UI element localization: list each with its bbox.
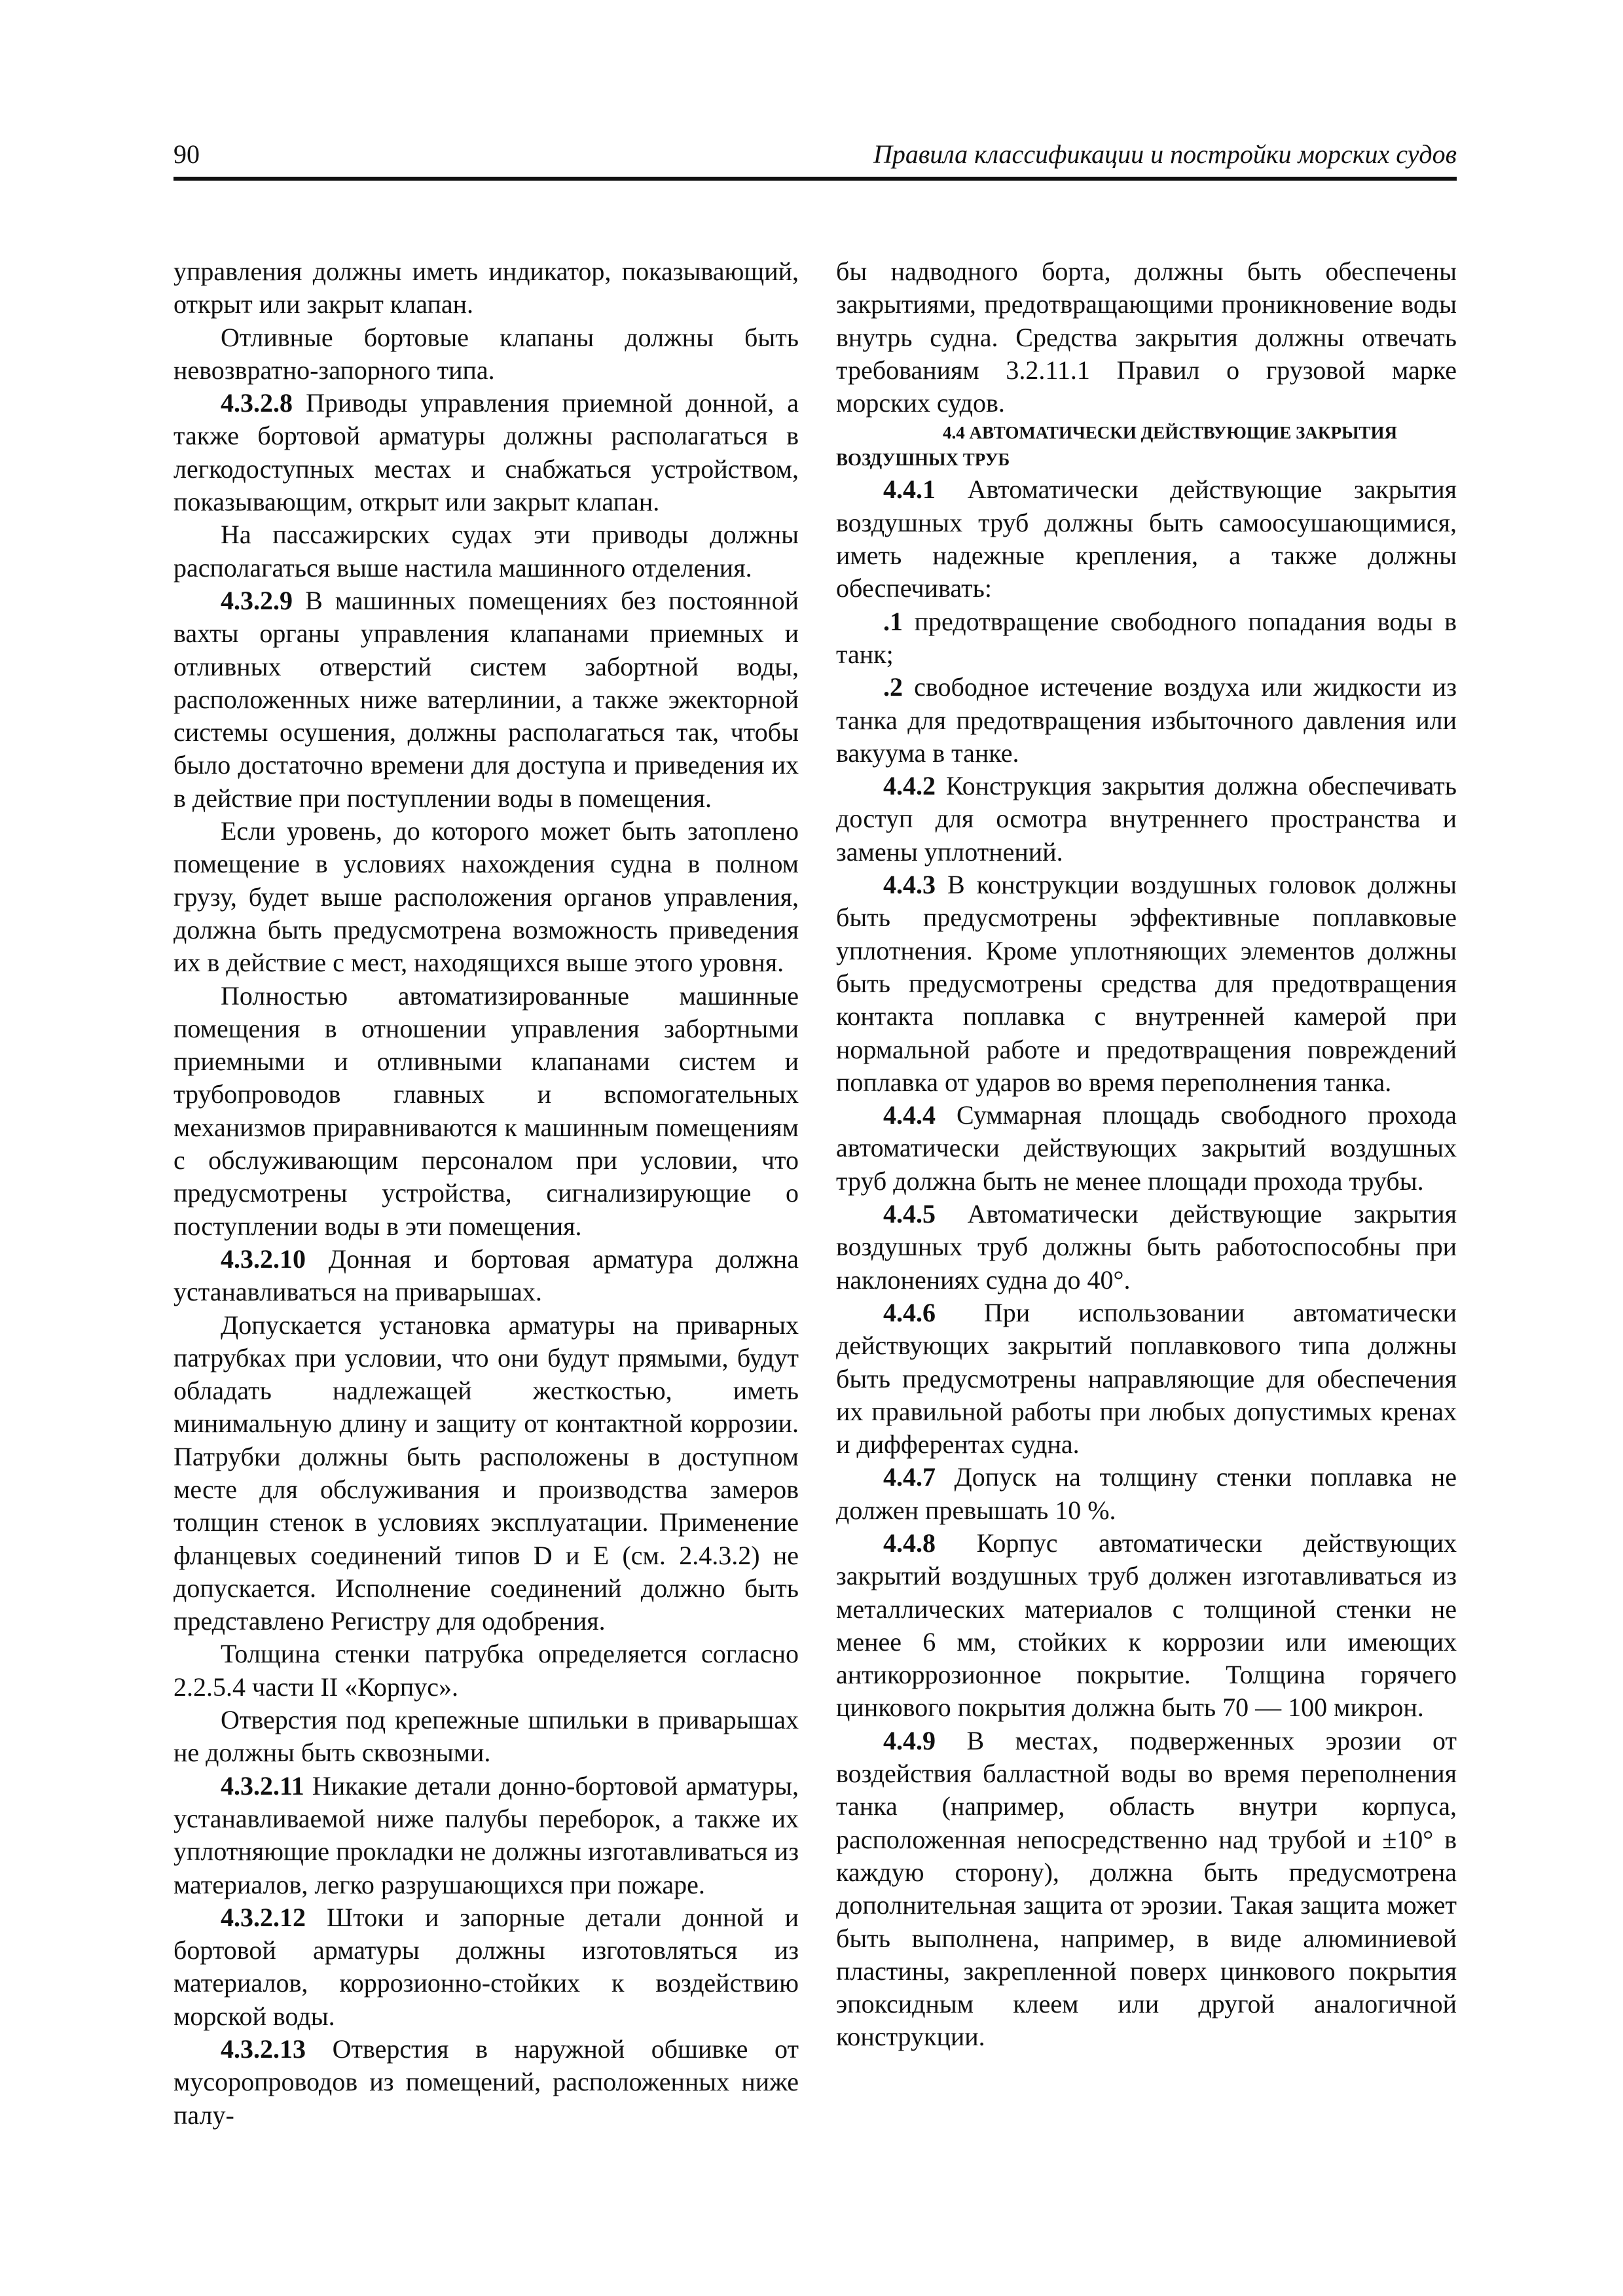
clause-number: .1	[883, 606, 903, 636]
paragraph	[173, 1901, 799, 2033]
clause-number: 4.4.4	[883, 1100, 936, 1130]
paragraph-text: свободное истечение воздуха или жидкости из танка для предотвращения избыточного давления или вакуума в танке.	[836, 672, 1457, 768]
clause-number: 4.3.2.13	[221, 2034, 306, 2064]
paragraph	[173, 321, 799, 387]
paragraph	[836, 605, 1457, 672]
paragraph-text: Приводы управления приемной донной, а также бортовой арматуры должны располагаться в легкодоступных местах и снабжаться устройством, показывающим, открыт или закрыт клапан.	[173, 388, 799, 517]
paragraph	[173, 1638, 799, 1704]
paragraph-text: Отливные бортовые клапаны должны быть невозвратно-запорного типа.	[173, 322, 799, 385]
paragraph	[836, 770, 1457, 869]
section-heading: 4.4 АВТОМАТИЧЕСКИ ДЕЙСТВУЮЩИЕ ЗАКРЫТИЯ ВОЗДУШНЫХ ТРУБ	[836, 423, 1397, 470]
paragraph	[173, 1770, 799, 1901]
paragraph	[173, 1309, 799, 1638]
paragraph-text: Автоматически действующие закрытия воздушных труб должны быть самоосушающимися, иметь надежные крепления, а также должны обеспечивать:	[836, 475, 1457, 603]
clause-number: 4.3.2.9	[221, 585, 293, 615]
paragraph-text: Толщина стенки патрубка определяется согласно 2.2.5.4 части II «Корпус».	[173, 1639, 799, 1702]
paragraph	[836, 473, 1457, 605]
clause-number: .2	[883, 672, 903, 702]
paragraph-text: Донная и бортовая арматура должна устанавливаться на приварышах.	[173, 1244, 799, 1307]
clause-number: 4.4.7	[883, 1462, 936, 1492]
clause-number: 4.3.2.12	[221, 1902, 306, 1932]
paragraph-text: В конструкции воздушных головок должны быть предусмотрены эффективные поплавковые уплотнения. Кроме уплотняющих элементов должны быть предусмотрены средства для предотвращения контакта поплавка с внутренней камерой при нормальной работе и предотвращения повреждений поплавка от ударов во время переполнения танка.	[836, 870, 1457, 1097]
paragraph-text: Если уровень, до которого может быть затоплено помещение в условиях нахождения судна в полном грузу, будет выше расположения органов управления, должна быть предусмотрена возможность приведения их в действие с мест, находящихся выше этого уровня.	[173, 816, 799, 978]
paragraph-text: При использовании автоматически действующих закрытий поплавкового типа должны быть предусмотрены направляющие для обеспечения их правильной работы при любых допустимых кренах и дифферентах судна.	[836, 1297, 1457, 1460]
clause-number: 4.4.6	[883, 1297, 936, 1327]
paragraph	[173, 1243, 799, 1309]
paragraph	[836, 1461, 1457, 1527]
paragraph	[173, 2033, 799, 2132]
clause-number: 4.4.9	[883, 1725, 936, 1755]
clause-number: 4.4.5	[883, 1199, 936, 1229]
page-number: 90	[173, 139, 200, 169]
clause-number: 4.4.8	[883, 1528, 936, 1558]
running-title: Правила классификации и постройки морских судов	[873, 139, 1457, 169]
paragraph	[173, 518, 799, 584]
paragraph-text: Допускается установка арматуры на приварных патрубках при условии, что они будут прямыми, будут обладать надлежащей жесткостью, иметь минимальную длину и защиту от контактной коррозии. Патрубки должны быть расположены в доступном месте для обслуживания и производства замеров толщин стенок в условиях эксплуатации. Применение фланцевых соединений типов D и E (см. 2.4.3.2) не допускается. Исполнение соединений должно быть представлено Регистру для одобрения.	[173, 1310, 799, 1636]
header-rule	[173, 177, 1457, 181]
paragraph-text: Отверстия под крепежные шпильки в приварышах не должны быть сквозными.	[173, 1705, 799, 1768]
paragraph	[836, 1198, 1457, 1297]
paragraph	[173, 815, 799, 979]
clause-number: 4.3.2.8	[221, 388, 293, 418]
paragraph	[836, 255, 1457, 420]
clause-number: 4.4.1	[883, 475, 936, 505]
paragraph-text: Отверстия в наружной обшивке от мусоропроводов из помещений, расположенных ниже палу-	[173, 2034, 799, 2130]
clause-number: 4.4.3	[883, 870, 936, 900]
paragraph	[173, 980, 799, 1243]
paragraph	[836, 1527, 1457, 1725]
paragraph-text: Суммарная площадь свободного прохода автоматически действующих закрытий воздушных труб должна быть не менее площади прохода трубы.	[836, 1100, 1457, 1196]
paragraph	[836, 671, 1457, 770]
paragraph-text: бы надводного борта, должны быть обеспечены закрытиями, предотвращающими проникновение воды внутрь судна. Средства закрытия должны отвечать требованиям 3.2.11.1 Правил о грузовой марке морских судов.	[836, 257, 1457, 418]
clause-number: 4.3.2.11	[221, 1770, 304, 1801]
clause-number: 4.4.2	[883, 771, 936, 801]
paragraph-text: предотвращение свободного попадания воды в танк;	[836, 606, 1457, 669]
left-column	[173, 255, 799, 2132]
paragraph	[173, 255, 799, 321]
paragraph-text: Штоки и запорные детали донной и бортовой арматуры должны изготовляться из материалов, коррозионно-стойких к воздействию морской воды.	[173, 1902, 799, 2031]
paragraph-text: управления должны иметь индикатор, показывающий, открыт или закрыт клапан.	[173, 257, 799, 319]
clause-number: 4.3.2.10	[221, 1244, 306, 1274]
paragraph	[836, 1725, 1457, 2054]
paragraph-text: Полностью автоматизированные машинные помещения в отношении управления забортными приемными и отливными клапанами систем и трубопроводов главных и вспомогательных механизмов приравниваются к машинным помещениям с обслуживающим персоналом при условии, что предусмотрены устройства, сигнализирующие о поступлении воды в эти помещения.	[173, 980, 799, 1241]
paragraph-text: Допуск на толщину стенки поплавка не должен превышать 10 %.	[836, 1462, 1457, 1525]
paragraph-text: Никакие детали донно-бортовой арматуры, устанавливаемой ниже палубы переборок, а также их уплотняющие прокладки не должны изготавливаться из материалов, легко разрушающихся при пожаре.	[173, 1770, 799, 1899]
paragraph-text: Корпус автоматически действующих закрытий воздушных труб должен изготавливаться из металлических материалов с толщиной стенки не менее 6 мм, стойких к коррозии или имеющих антикоррозионное покрытие. Толщина горячего цинкового покрытия должна быть 70 — 100 микрон.	[836, 1528, 1457, 1723]
paragraph	[836, 1099, 1457, 1198]
paragraph	[173, 584, 799, 815]
paragraph	[173, 1704, 799, 1770]
paragraph	[836, 869, 1457, 1099]
paragraph-text: Конструкция закрытия должна обеспечивать доступ для осмотра внутреннего пространства и замены уплотнений.	[836, 771, 1457, 867]
paragraph-text: В машинных помещениях без постоянной вахты органы управления клапанами приемных и отливных отверстий систем забортной воды, расположенных ниже ватерлинии, а также эжекторной системы осушения, должны располагаться так, чтобы было достаточно времени для доступа и приведения их в действие при поступлении воды в помещения.	[173, 585, 799, 813]
paragraph	[173, 387, 799, 518]
paragraph	[836, 1297, 1457, 1461]
paragraph-text: На пассажирских судах эти приводы должны располагаться выше настила машинного отделения.	[173, 520, 799, 583]
paragraph-text: Автоматически действующие закрытия воздушных труб должны быть работоспособны при наклонениях судна до 40°.	[836, 1199, 1457, 1295]
paragraph-text: В местах, подверженных эрозии от воздействия балластной воды во время переполнения танка (например, область внутри корпуса, расположенная непосредственно над трубой и ±10° в каждую сторону), должна быть предусмотрена дополнительная защита от эрозии. Такая защита может быть выполнена, например, в виде алюминиевой пластины, закрепленной поверх цинкового покрытия эпоксидным клеем или другой аналогичной конструкции.	[836, 1725, 1457, 2052]
right-column	[836, 255, 1457, 2054]
